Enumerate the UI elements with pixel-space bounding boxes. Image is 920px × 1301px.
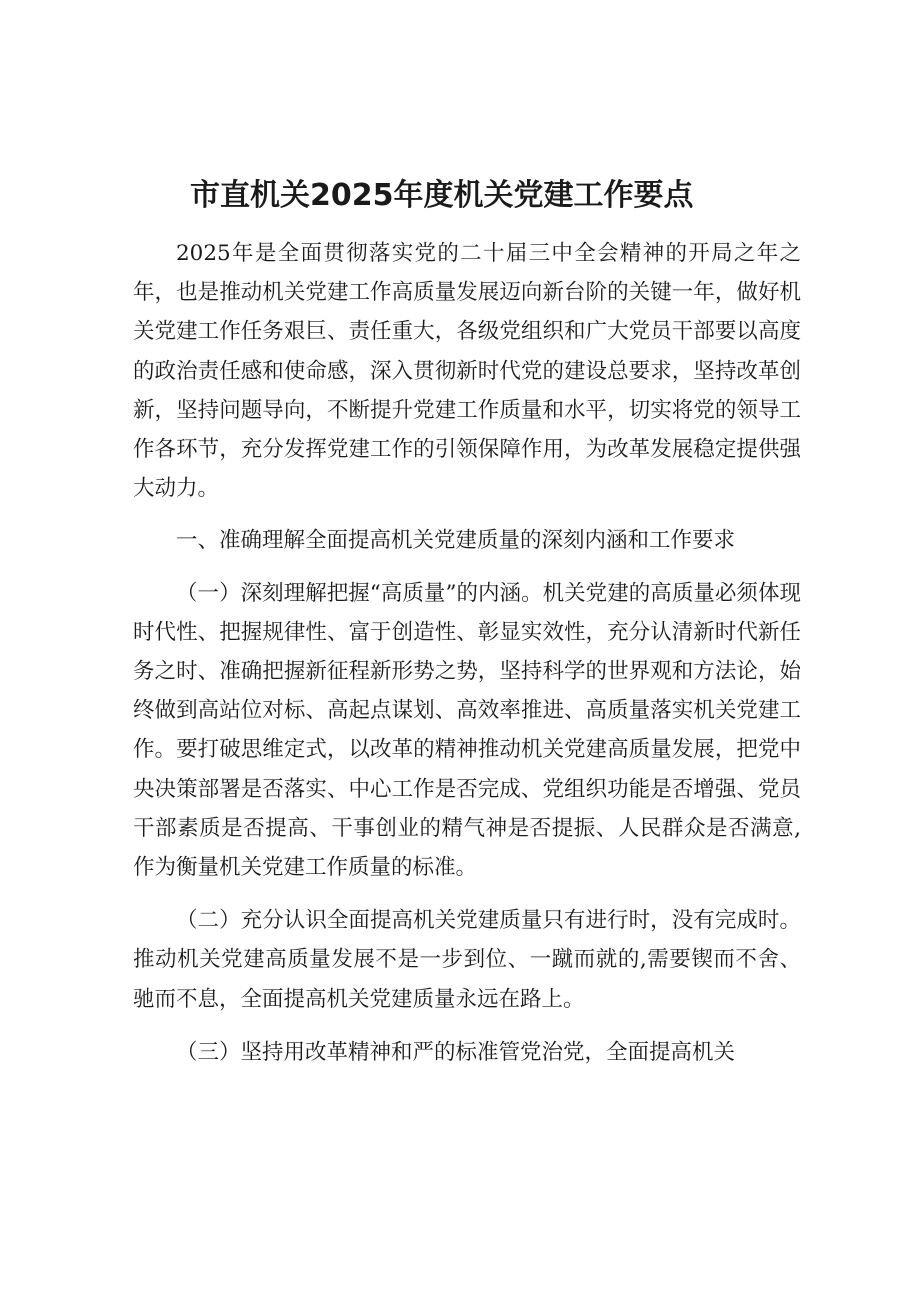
section-heading-1: 一、准确理解全面提高机关党建质量的深刻内涵和工作要求 bbox=[176, 528, 736, 554]
subsection-paragraph-1: （一）深刻理解把握“高质量”的内涵。机关党建的高质量必须体现时代性、把握规律性、富于创造性、彰显实效性，充分认清新时代新任务之时、准确把握新征程新形势之势，坚持科学的世界观和方法论，始终做到高站位对标、高起点谋划、高效率推进、高质量落实机关党建工作。要打破思维定式，以改革的精神推动机关党建高质量发展，把党中央决策部署是否落实、中心工作是否完成、党组织功能是否增强、党员干部素质是否提高、干事创业的精气神是否提振、人民群众是否满意,作为衡量机关党建工作质量的标准。 bbox=[133, 580, 801, 881]
subsection-paragraph-2: （二）充分认识全面提高机关党建质量只有进行时，没有完成时。推动机关党建高质量发展不是一步到位、一蹴而就的,需要锲而不舍、驰而不息，全面提高机关党建质量永远在路上。 bbox=[133, 908, 801, 1012]
document-title: 市直机关2025年度机关党建工作要点 bbox=[190, 178, 694, 213]
document-body bbox=[133, 234, 801, 1072]
subsection-paragraph-3: （三）坚持用改革精神和严的标准管党治党，全面提高机关 bbox=[176, 1039, 736, 1065]
intro-paragraph: 2025年是全面贯彻落实党的二十届三中全会精神的开局之年之年，也是推动机关党建工作高质量发展迈向新台阶的关键一年，做好机关党建工作任务艰巨、责任重大，各级党组织和广大党员干部要以高度的政治责任感和使命感，深入贯彻新时代党的建设总要求，坚持改革创新，坚持问题导向，不断提升党建工作质量和水平，切实将党的领导工作各环节，充分发挥党建工作的引领保障作用，为改革发展稳定提供强大动力。 bbox=[133, 241, 801, 502]
